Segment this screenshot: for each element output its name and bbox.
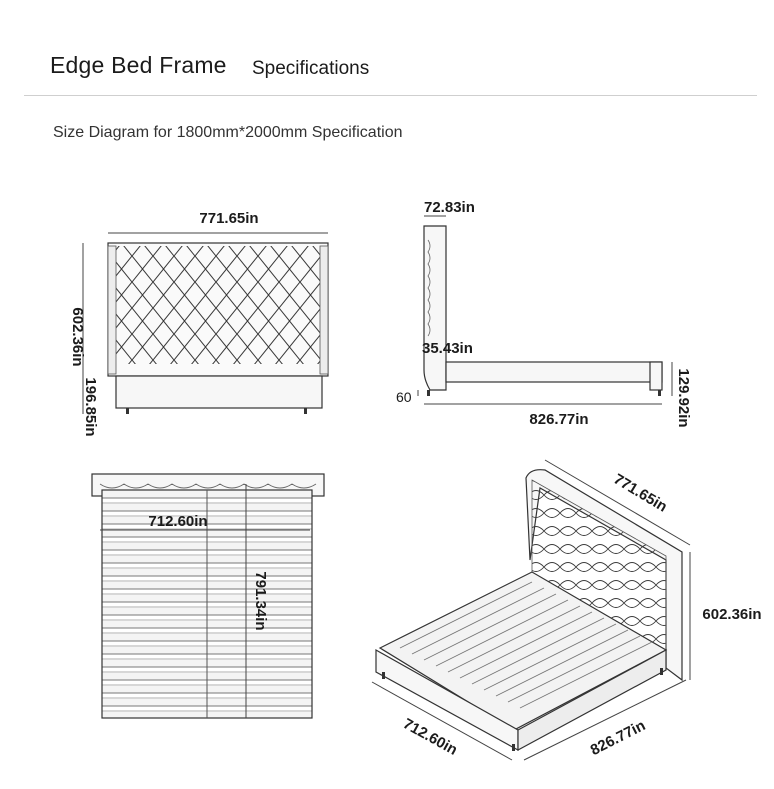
- front-base: [116, 376, 322, 408]
- iso-leg-3: [660, 668, 663, 675]
- specifications-heading: Specifications: [252, 58, 370, 79]
- side-rail-height-label: 35.43in: [422, 340, 473, 357]
- iso-length-label: 826.77in: [587, 716, 649, 760]
- side-leg-back: [658, 390, 661, 396]
- side-headboard: [424, 226, 446, 390]
- top-view: [92, 474, 324, 718]
- iso-height-label: 602.36in: [702, 606, 762, 623]
- side-rail: [446, 362, 662, 382]
- front-view: [69, 210, 328, 437]
- front-leg-label: 196.85in: [82, 377, 99, 437]
- side-view: [396, 199, 692, 428]
- side-length-label: 826.77in: [529, 411, 589, 428]
- front-left-wing: [108, 246, 116, 374]
- iso-leg-2: [512, 744, 515, 751]
- iso-width-label: 712.60in: [400, 715, 461, 759]
- top-inner-width-label: 712.60in: [148, 513, 208, 530]
- side-footboard-end: [650, 362, 662, 390]
- side-leg-front: [427, 390, 430, 396]
- front-leg-left: [126, 408, 129, 414]
- iso-leg-1: [382, 672, 385, 679]
- side-floor-label: 60: [396, 389, 412, 405]
- front-leg-right: [304, 408, 307, 414]
- front-height-label: 602.36in: [69, 307, 86, 367]
- front-width-label: 771.65in: [199, 210, 259, 227]
- top-inner-length-label: 791.34in: [252, 571, 269, 631]
- front-right-wing: [320, 246, 328, 374]
- size-diagram-caption: Size Diagram for 1800mm*2000mm Specification: [53, 124, 403, 141]
- product-title: Edge Bed Frame: [50, 52, 227, 78]
- isometric-view: [372, 460, 762, 760]
- side-thickness-label: 72.83in: [424, 199, 475, 216]
- front-tufting: [111, 246, 325, 364]
- side-total-height-label: 129.92in: [675, 368, 692, 428]
- iso-headboard-width-label: 771.65in: [610, 470, 671, 516]
